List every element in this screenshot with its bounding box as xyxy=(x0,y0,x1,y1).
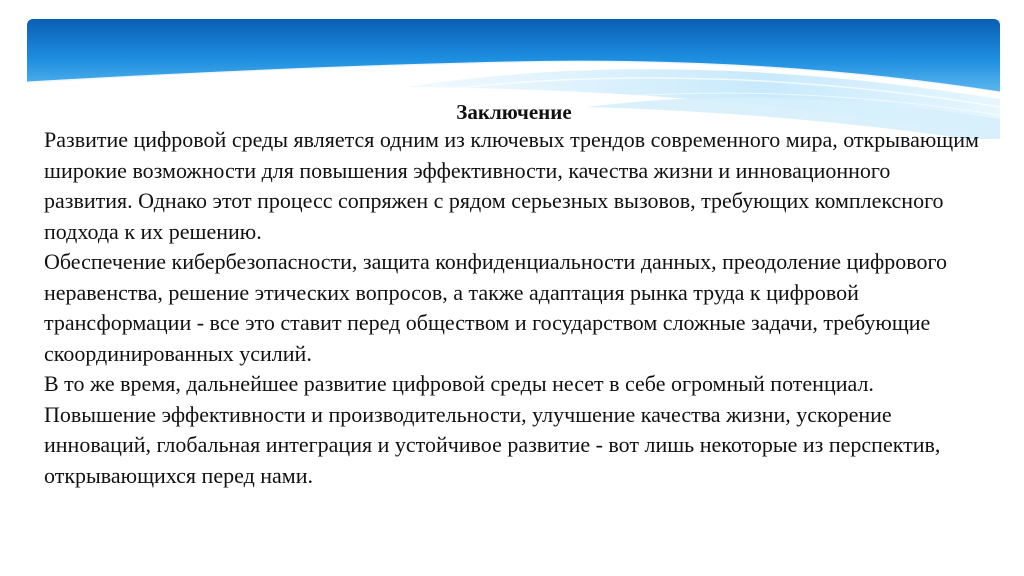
paragraph-potential: В то же время, дальнейшее развитие цифровой среды несет в себе огромный потенциал. Повышение эффективности и производительности, улучшение качества жизни, ускорение инноваций, глобальная интеграция и устойчивое развитие - вот лишь некоторые из перспектив, открывающихся перед нами. xyxy=(44,371,941,488)
paragraph-challenges: Обеспечение кибербезопасности, защита конфиденциальности данных, преодоление цифрового неравенства, решение этических вопросов, а также адаптация рынка труда к цифровой трансформации - все это ставит перед обществом и государством сложные задачи, требующие скоординированных усилий. xyxy=(44,249,947,366)
slide-content xyxy=(44,99,984,491)
slide-title: Заключение xyxy=(456,100,572,124)
paragraph-intro: Развитие цифровой среды является одним из ключевых трендов современного мира, открывающим широкие возможности для повышения эффективности, качества жизни и инновационного развития. Однако этот процесс сопряжен с рядом серьезных вызовов, требующих комплексного подхода к их решению. xyxy=(44,127,979,244)
